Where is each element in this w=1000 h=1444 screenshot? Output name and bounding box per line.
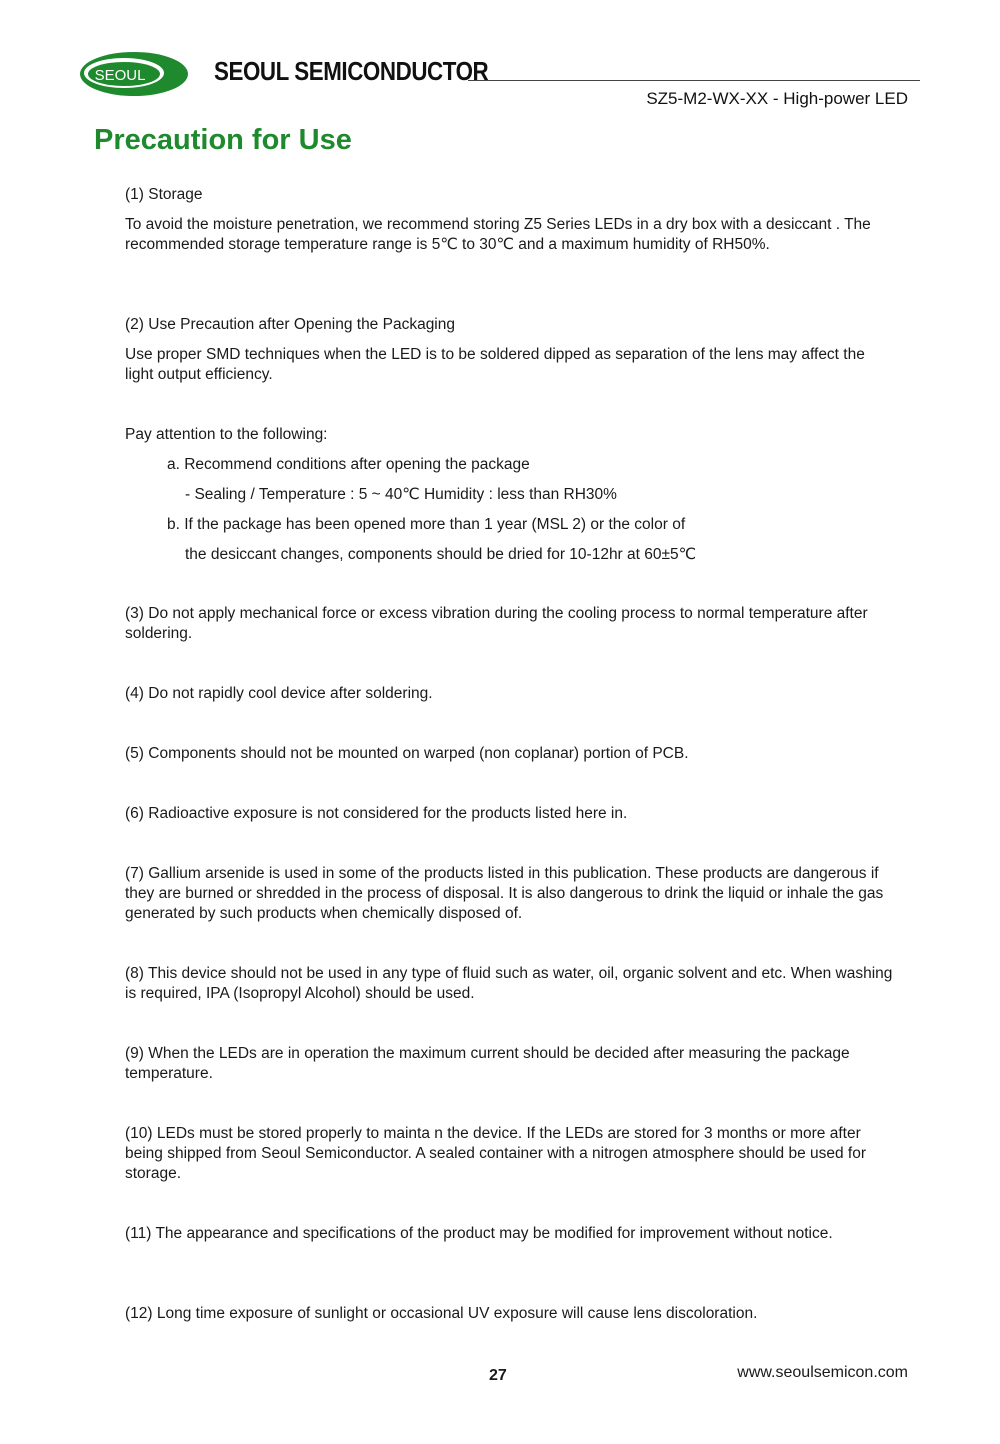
item-a: a. Recommend conditions after opening the package (167, 456, 530, 473)
precaution-7: (7) Gallium arsenide is used in some of the products listed in this publication. These products are dangerous if they are burned or shredded in the process of disposal. It is also dangerous to drink the liquid or inhale the gas generated by such products when chemically disposed of. (125, 865, 884, 922)
website-link[interactable]: www.seoulsemicon.com (737, 1364, 908, 1381)
storage-heading: (1) Storage (125, 186, 203, 203)
seoul-logo (78, 50, 196, 98)
logo-text: SEOUL (94, 67, 146, 84)
attention-text: Pay attention to the following: (125, 426, 328, 443)
item-b-line1: b. If the package has been opened more than 1 year (MSL 2) or the color of (167, 516, 686, 533)
header-rule (468, 80, 920, 81)
precaution-4: (4) Do not rapidly cool device after soldering. (125, 685, 433, 702)
precaution-6: (6) Radioactive exposure is not considered for the products listed here in. (125, 805, 628, 822)
precaution-9: (9) When the LEDs are in operation the maximum current should be decided after measuring the package temperature. (125, 1045, 850, 1082)
company-name: SEOUL SEMICONDUCTOR (214, 56, 489, 86)
precaution-3: (3) Do not apply mechanical force or excess vibration during the cooling process to normal temperature after soldering. (125, 605, 868, 642)
precaution-10: (10) LEDs must be stored properly to mainta n the device. If the LEDs are stored for 3 months or more after being shipped from Seoul Semiconductor. A sealed container with a nitrogen atmosphere should be used for storage. (125, 1125, 867, 1182)
packaging-heading: (2) Use Precaution after Opening the Packaging (125, 316, 455, 333)
precaution-5: (5) Components should not be mounted on warped (non coplanar) portion of PCB. (125, 745, 689, 762)
packaging-body: Use proper SMD techniques when the LED is to be soldered dipped as separation of the lens may affect the light output efficiency. (125, 346, 865, 383)
precaution-12: (12) Long time exposure of sunlight or occasional UV exposure will cause lens discoloration. (125, 1305, 758, 1322)
storage-body: To avoid the moisture penetration, we recommend storing Z5 Series LEDs in a dry box with a desiccant . The recommended storage temperature range is 5℃ to 30℃ and a maximum humidity of RH50%. (125, 216, 871, 253)
item-a-detail: - Sealing / Temperature : 5 ~ 40℃ Humidity : less than RH30% (185, 486, 617, 503)
page-title: Precaution for Use (94, 124, 352, 156)
document-id: SZ5-M2-WX-XX - High-power LED (646, 89, 908, 108)
item-b-line2: the desiccant changes, components should be dried for 10-12hr at 60±5℃ (185, 546, 697, 563)
precaution-8: (8) This device should not be used in any type of fluid such as water, oil, organic solvent and etc. When washing is required, IPA (Isopropyl Alcohol) should be used. (125, 965, 893, 1002)
page-number: 27 (489, 1367, 507, 1384)
precaution-11: (11) The appearance and specifications of the product may be modified for improvement without notice. (125, 1225, 833, 1242)
